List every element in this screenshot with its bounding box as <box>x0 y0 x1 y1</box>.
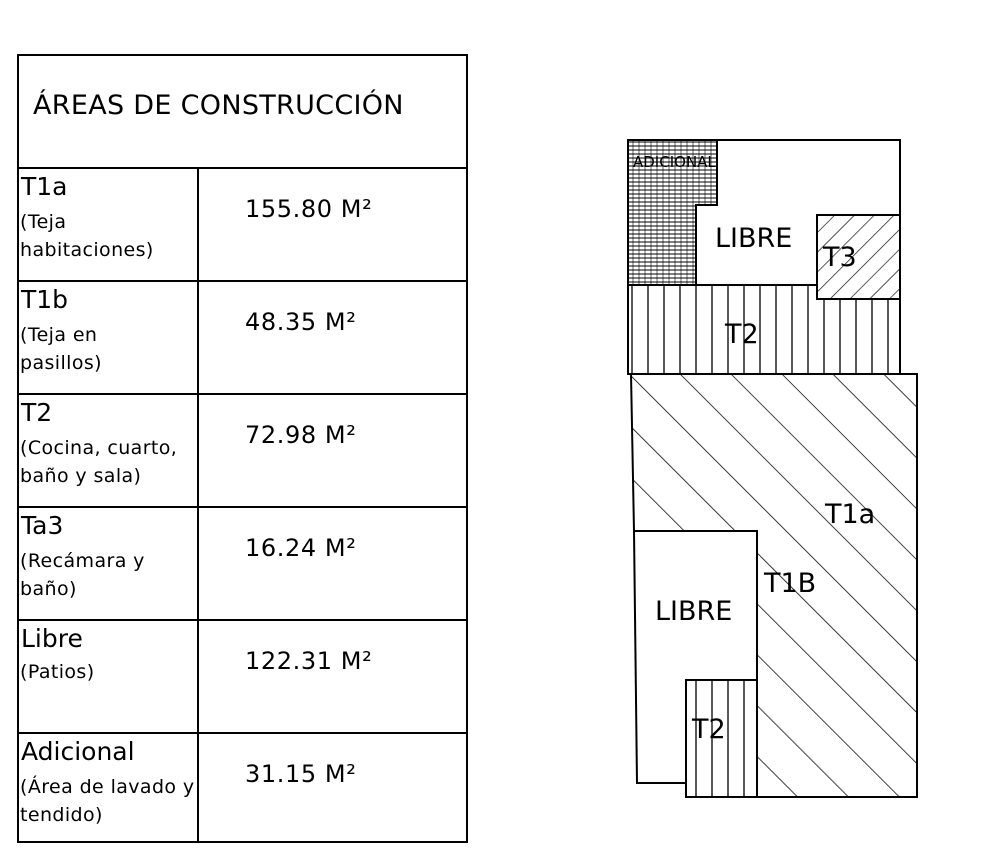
area-description: (Cocina, cuarto, baño y sala) <box>20 437 178 487</box>
area-code: T1a <box>21 172 68 201</box>
label-t3: T3 <box>823 242 857 273</box>
label-adicional: ADICIONAL <box>633 153 716 171</box>
area-code: Adicional <box>21 737 135 766</box>
t2-upper-zone <box>628 285 900 374</box>
table-title: ÁREAS DE CONSTRUCCIÓN <box>33 90 404 121</box>
area-code: Ta3 <box>21 511 64 540</box>
area-value: 122.31 M² <box>245 647 373 675</box>
area-value: 48.35 M² <box>245 308 357 336</box>
label-libre-upper: LIBRE <box>715 223 793 254</box>
area-code: T2 <box>21 398 53 427</box>
area-description: (Teja habitaciones) <box>20 211 154 261</box>
label-libre-lower: LIBRE <box>655 596 733 627</box>
area-value: 31.15 M² <box>245 760 357 788</box>
label-t2-upper: T2 <box>725 319 759 350</box>
area-code: T1b <box>21 285 69 314</box>
area-description: (Teja en pasillos) <box>20 324 102 374</box>
area-code: Libre <box>21 624 83 653</box>
label-t1b: T1B <box>764 568 817 599</box>
area-description: (Recámara y baño) <box>20 550 145 600</box>
label-t1a: T1a <box>825 499 876 530</box>
area-description: (Patios) <box>20 661 95 683</box>
area-value: 155.80 M² <box>245 195 373 223</box>
area-description: (Área de lavado y tendido) <box>20 776 195 826</box>
area-value: 16.24 M² <box>245 534 357 562</box>
area-value: 72.98 M² <box>245 421 357 449</box>
label-t2-lower: T2 <box>692 714 726 745</box>
